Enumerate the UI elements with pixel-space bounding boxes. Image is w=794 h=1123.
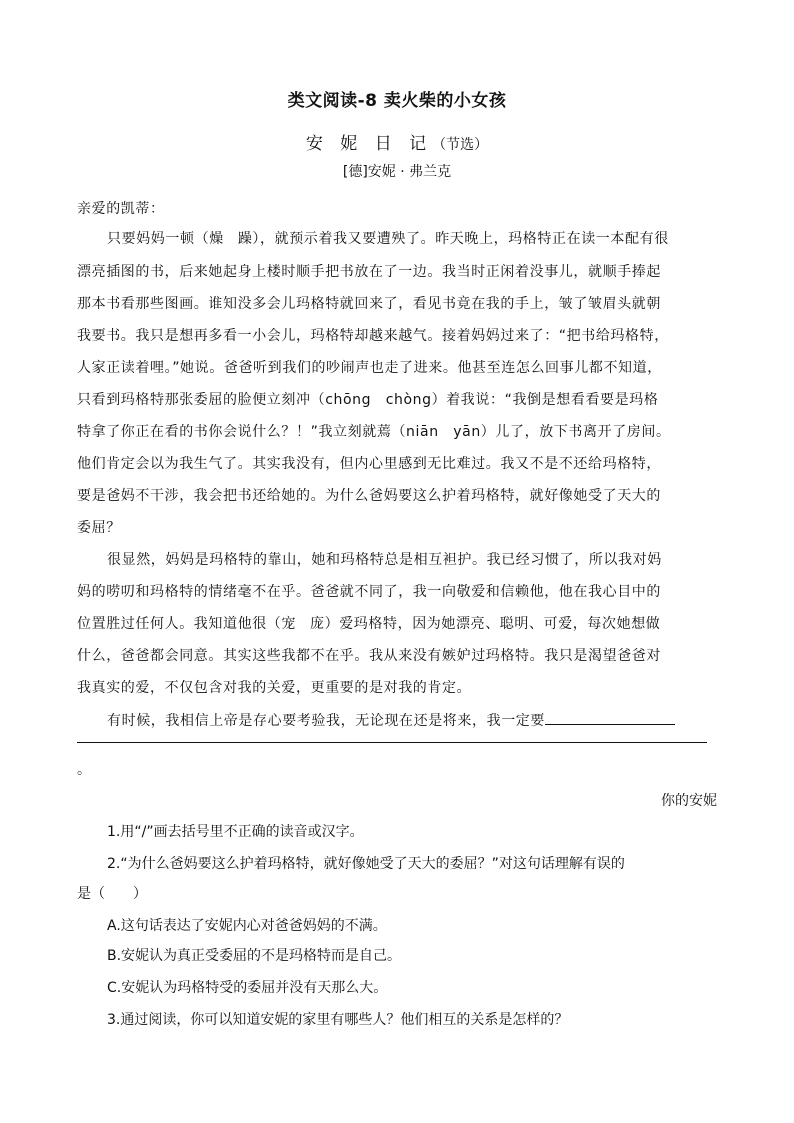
passage-text: 位置胜过任何人。我知道他很（宠 bbox=[77, 616, 296, 632]
salutation: 亲爱的凯蒂： bbox=[77, 201, 165, 217]
fill-in-line bbox=[107, 710, 747, 731]
author-line: [德]安妮 · 弗兰克 bbox=[342, 164, 452, 180]
passage-line: 很显然，妈妈是玛格特的靠山，她和玛格特总是相互袒护。我已经习惯了，所以我对妈 bbox=[107, 552, 662, 568]
passage-text: 躁），就预示着我又要遭殃了。昨天晚上，玛格特正在读一本配有很 bbox=[237, 231, 669, 247]
passage-line: 只看到玛格特那张委屈的脸便立刻冲（chōng chòng）着我说：“我倒是想看看要是玛格 bbox=[77, 392, 659, 408]
passage-line: 妈的唠叨和玛格特的情绪毫不在乎。爸爸就不同了，我一向敬爱和信赖他，他在我心目中的 bbox=[77, 584, 661, 600]
passage-line bbox=[107, 229, 747, 249]
passage-title-note: （节选） bbox=[432, 137, 489, 153]
passage-text: 庞）爱玛格特，因为她漂亮、聪明、可爱，每次她想做 bbox=[310, 616, 661, 632]
option-a: A.这句话表达了安妮内心对爸爸妈妈的不满。 bbox=[107, 918, 387, 934]
passage-line: 要是爸妈不干涉，我会把书还给她的。为什么爸妈要这么护着玛格特，就好像她受了天大的 bbox=[77, 488, 661, 504]
page-title: 类文阅读-8 卖火柴的小女孩 bbox=[287, 91, 507, 111]
passage-text: 有时候，我相信上帝是存心要考验我，无论现在还是将来，我一定要 bbox=[107, 713, 545, 729]
question-2: 2.“为什么爸妈要这么护着玛格特，就好像她受了天大的委屈？”对这句话理解有误的 bbox=[107, 856, 625, 872]
passage-line: 他们肯定会以为我生气了。其实我没有，但内心里感到无比难过。我又不是不还给玛格特， bbox=[77, 456, 661, 472]
passage-text: 只要妈妈一顿（燥 bbox=[107, 231, 224, 247]
passage-line: 委屈？ bbox=[77, 520, 121, 536]
answer-blank[interactable] bbox=[545, 710, 675, 725]
sign-off: 你的安妮 bbox=[661, 793, 717, 809]
passage-line: 漂亮插图的书，后来她起身上楼时顺手把书放在了一边。我当时正闲着没事儿，就顺手捧起 bbox=[77, 264, 661, 280]
passage-line: 人家正读着哩。”她说。爸爸听到我们的吵闹声也走了进来。他甚至连怎么回事儿都不知道， bbox=[77, 360, 662, 376]
passage-line: 什么，爸爸都会同意。其实这些我都不在乎。我从来没有嫉妒过玛格特。我只是渴望爸爸对 bbox=[77, 648, 661, 664]
question-1: 1.用“/”画去括号里不正确的读音或汉字。 bbox=[107, 824, 364, 840]
question-3: 3.通过阅读，你可以知道安妮的家里有哪些人？他们相互的关系是怎样的？ bbox=[107, 1012, 569, 1028]
option-b: B.安妮认为真正受委屈的不是玛格特而是自己。 bbox=[107, 948, 402, 964]
passage-line: 我要书。我只是想再多看一小会儿，玛格特却越来越气。接着妈妈过来了：“把书给玛格特， bbox=[77, 328, 669, 344]
passage-line: 特拿了你正在看的书你会说什么？！”我立刻就蔫（niān yān）儿了，放下书离开了房间。 bbox=[77, 424, 671, 440]
question-2-bracket: 是（ ） bbox=[77, 886, 147, 902]
answer-rule[interactable] bbox=[77, 742, 707, 743]
passage-line: 我真实的爱，不仅包含对我的关爱，更重要的是对我的肯定。 bbox=[77, 680, 472, 696]
passage-line bbox=[77, 614, 717, 634]
passage-title-text: 安 妮 日 记 bbox=[305, 134, 433, 154]
passage-line: 那本书看那些图画。谁知没多会儿玛格特就回来了，看见书竟在我的手上，皱了皱眉头就朝 bbox=[77, 296, 661, 312]
passage-title bbox=[0, 129, 794, 154]
passage-line: 。 bbox=[77, 762, 92, 778]
option-c: C.安妮认为玛格特受的委屈并没有天那么大。 bbox=[107, 980, 388, 996]
